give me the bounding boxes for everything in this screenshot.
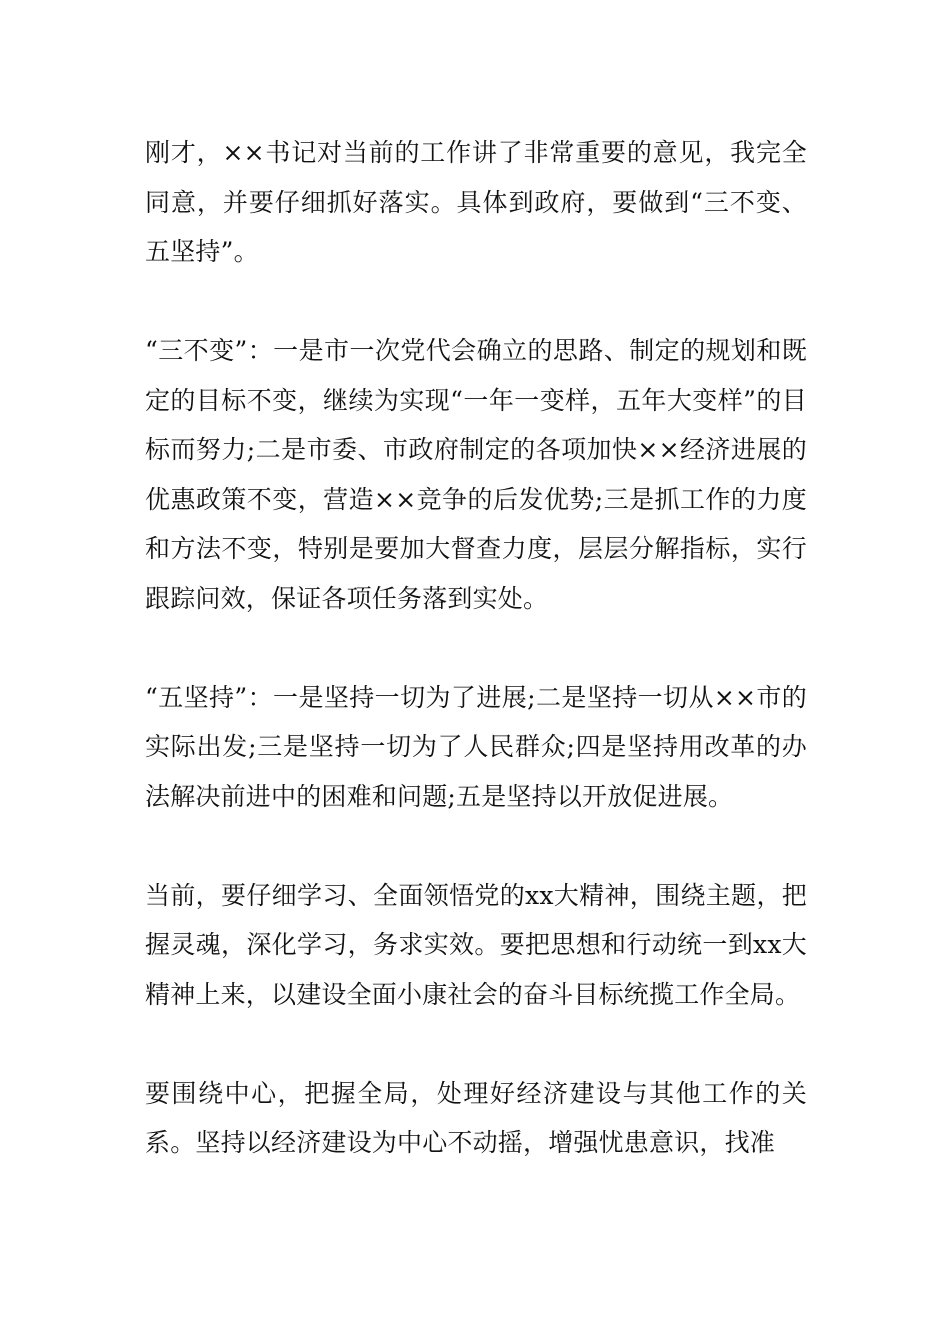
paragraph-study-spirit: 当前，要仔细学习、全面领悟党的xx大精神，围绕主题，把握灵魂，深化学习，务求实效。要把思想和行动统一到xx大精神上来，以建设全面小康社会的奋斗目标统揽工作全局。 (145, 880, 807, 1009)
paragraph-three-unchanged: “三不变”：一是市一次党代会确立的思路、制定的规划和既定的目标不变，继续为实现“一年一变样，五年大变样”的目标而努力;二是市委、市政府制定的各项加快××经济进展的优惠政策不变，营造××竞争的后发优势;三是抓工作的力度和方法不变，特别是要加大督查力度，层层分解指标，实行跟踪问效，保证各项任务落到实处。 (145, 336, 807, 613)
document-page (145, 128, 807, 1168)
paragraph-opening: 刚才，××书记对当前的工作讲了非常重要的意见，我完全同意，并要仔细抓好落实。具体到政府，要做到“三不变、五坚持”。 (145, 138, 807, 266)
paragraph-five-persist: “五坚持”：一是坚持一切为了进展;二是坚持一切从××市的实际出发;三是坚持一切为了人民群众;四是坚持用改革的办法解决前进中的困难和问题;五是坚持以开放促进展。 (145, 682, 807, 811)
paragraph-center-overall: 要围绕中心，把握全局，处理好经济建设与其他工作的关系。坚持以经济建设为中心不动摇，增强忧患意识，找准 (145, 1078, 807, 1157)
